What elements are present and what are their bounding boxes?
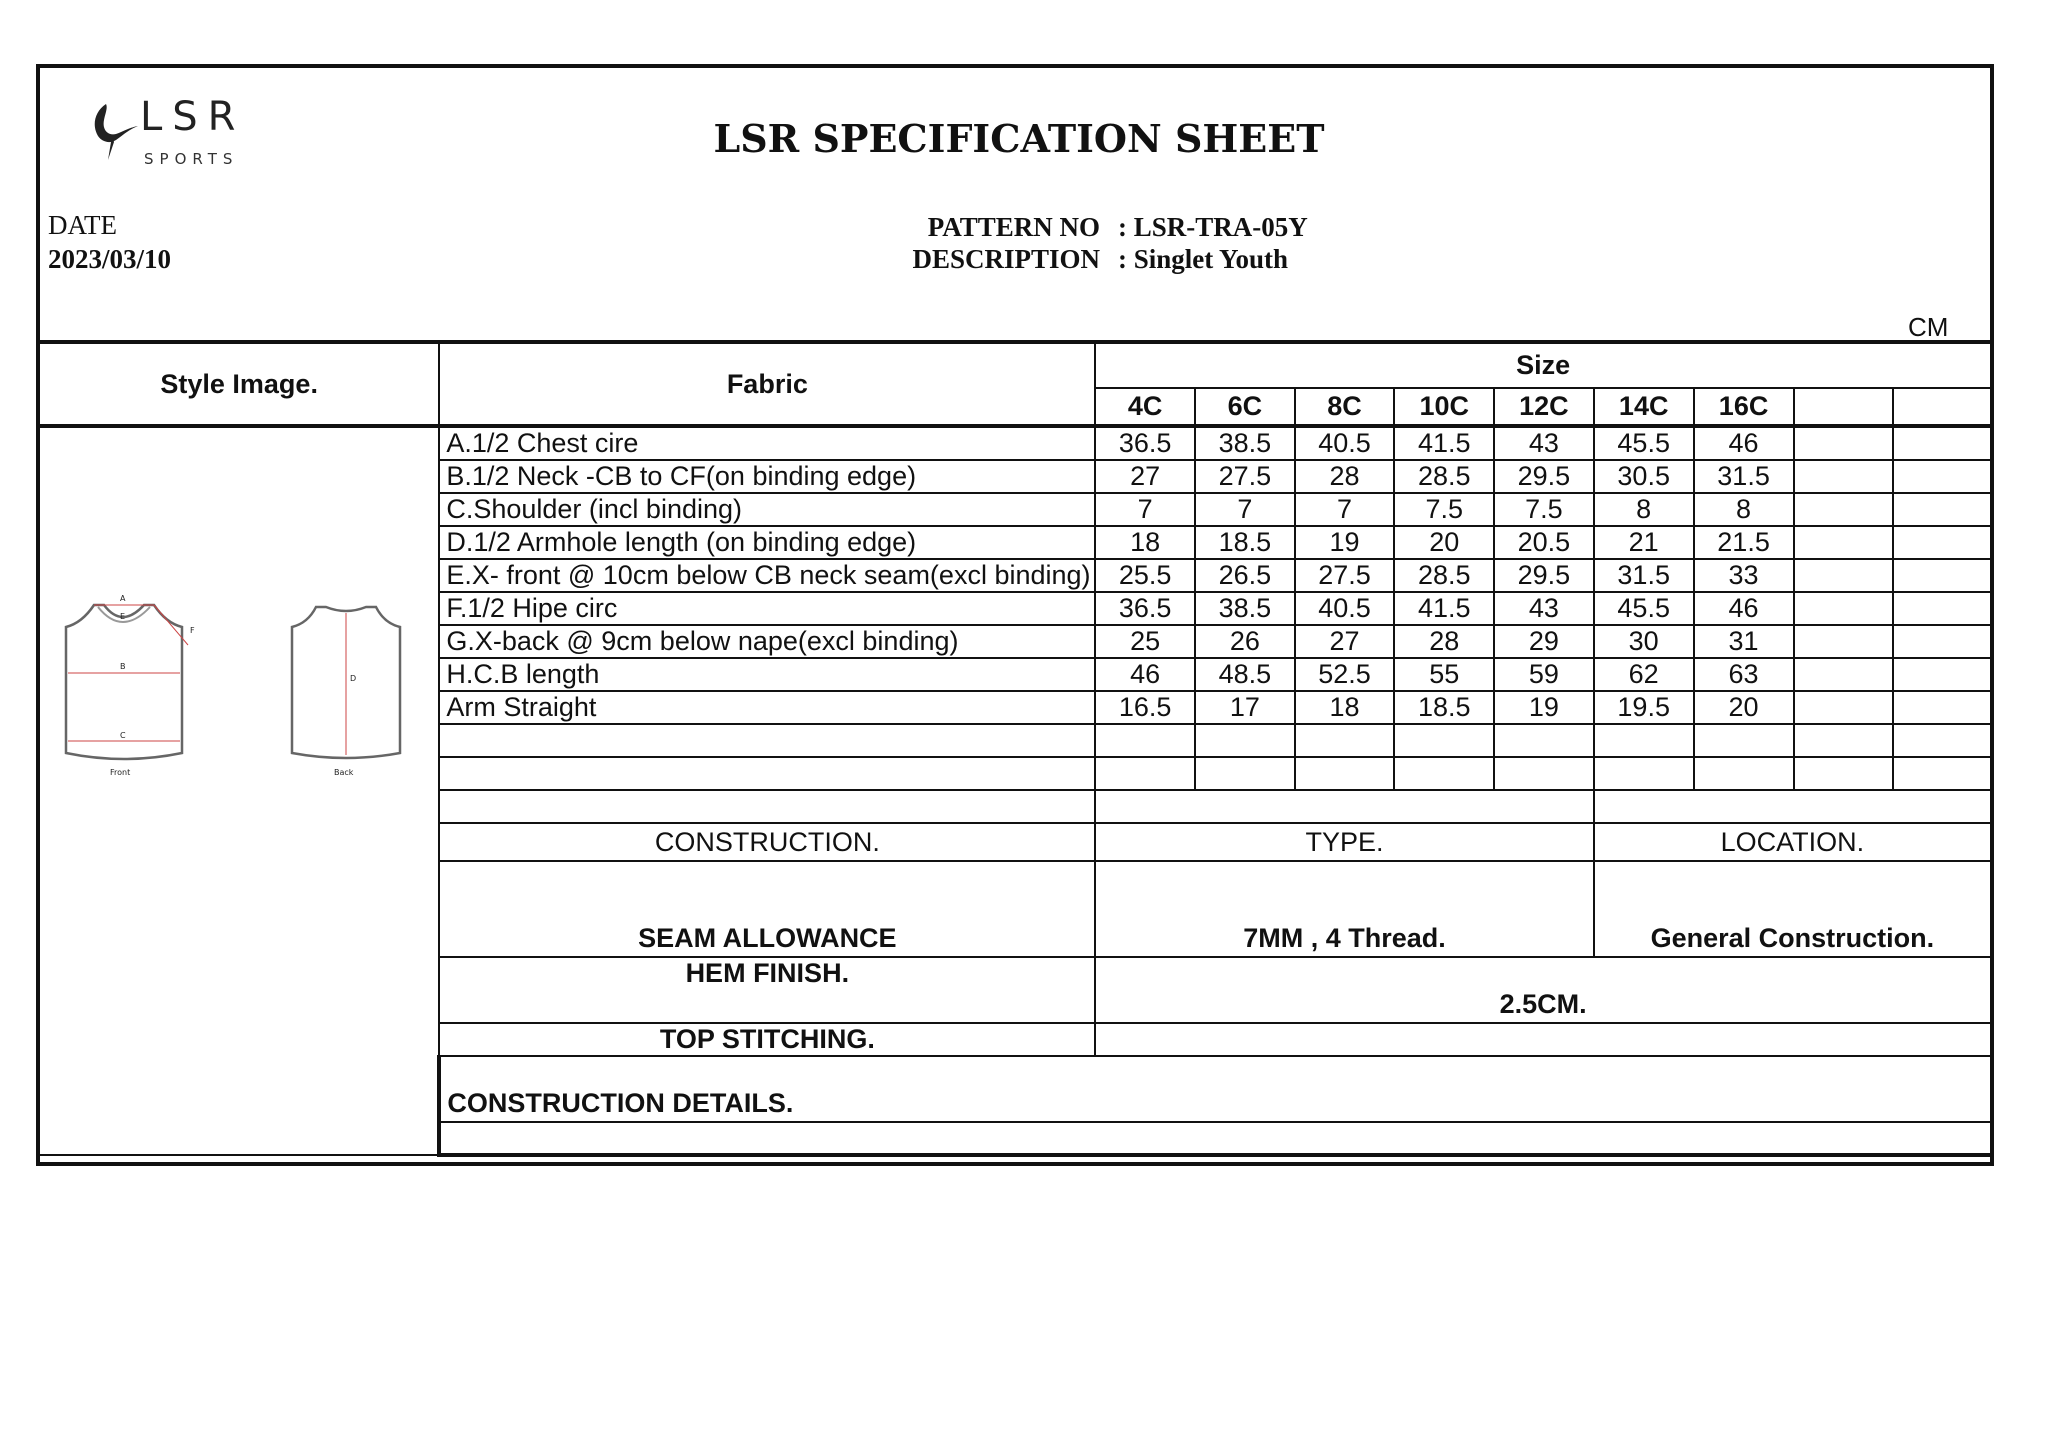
measurement-value: 21.5 (1694, 526, 1794, 559)
size-col-header: 4C (1095, 388, 1195, 426)
measurement-value: 31 (1694, 625, 1794, 658)
measurement-value: 38.5 (1195, 592, 1295, 625)
measurement-value: 45.5 (1594, 426, 1694, 460)
measurement-value: 18 (1095, 526, 1195, 559)
measurement-value (1794, 526, 1894, 559)
measurement-value: 28.5 (1394, 559, 1494, 592)
seam-allowance-label: SEAM ALLOWANCE (439, 861, 1095, 957)
measurement-value (1794, 559, 1894, 592)
measurement-value: 28 (1295, 460, 1395, 493)
size-col-header: 6C (1195, 388, 1295, 426)
description-label: DESCRIPTION (912, 244, 1100, 274)
measurement-value: 29.5 (1494, 460, 1594, 493)
measurement-value: 7 (1195, 493, 1295, 526)
front-label: Front (110, 768, 131, 777)
measurement-value: 17 (1195, 691, 1295, 724)
measurement-value: 40.5 (1295, 426, 1395, 460)
measurement-value (1893, 526, 1992, 559)
measurement-value: 27.5 (1195, 460, 1295, 493)
measurement-value: 21 (1594, 526, 1694, 559)
back-singlet-icon (292, 607, 400, 777)
page-title: LSR SPECIFICATION SHEET (713, 116, 1325, 161)
size-col-header (1893, 388, 1992, 426)
mark-c: C (120, 731, 126, 740)
measurement-value: 33 (1694, 559, 1794, 592)
construction-details-value (439, 1122, 1992, 1155)
measurement-value: 26 (1195, 625, 1295, 658)
style-image-header: Style Image. (38, 342, 439, 426)
measurement-value: 38.5 (1195, 426, 1295, 460)
type-header: TYPE. (1095, 823, 1593, 861)
measurement-value: 18.5 (1394, 691, 1494, 724)
measurement-label: A.1/2 Chest cire (439, 426, 1095, 460)
measurement-value: 8 (1594, 493, 1694, 526)
pattern-no-label: PATTERN NO (927, 212, 1100, 242)
measurement-value: 31.5 (1594, 559, 1694, 592)
date-value: 2023/03/10 (48, 244, 172, 274)
measurement-value: 55 (1394, 658, 1494, 691)
measurement-value (1893, 592, 1992, 625)
measurement-value: 43 (1494, 592, 1594, 625)
mark-b: B (120, 662, 126, 671)
measurement-value: 7.5 (1394, 493, 1494, 526)
measurement-value (1794, 493, 1894, 526)
measurement-value: 19 (1295, 526, 1395, 559)
measurement-value: 30 (1594, 625, 1694, 658)
measurement-value: 41.5 (1394, 426, 1494, 460)
top-stitching-value (1095, 1023, 1992, 1056)
measurement-value: 26.5 (1195, 559, 1295, 592)
measurement-value: 30.5 (1594, 460, 1694, 493)
measurement-value (1794, 426, 1894, 460)
measurement-value: 63 (1694, 658, 1794, 691)
location-header: LOCATION. (1594, 823, 1992, 861)
size-col-header: 12C (1494, 388, 1594, 426)
top-stitching-label: TOP STITCHING. (439, 1023, 1095, 1056)
measurement-label: H.C.B length (439, 658, 1095, 691)
measurement-value: 19.5 (1594, 691, 1694, 724)
measurement-value: 19 (1494, 691, 1594, 724)
measurement-value: 46 (1694, 426, 1794, 460)
measurement-value: 36.5 (1095, 426, 1195, 460)
measurement-value: 31.5 (1694, 460, 1794, 493)
measurement-value (1794, 691, 1894, 724)
garment-sketch (54, 593, 434, 793)
measurement-label: D.1/2 Armhole length (on binding edge) (439, 526, 1095, 559)
size-col-header: 8C (1295, 388, 1395, 426)
measurement-value (1893, 493, 1992, 526)
back-label: Back (334, 768, 354, 777)
measurement-value: 20 (1394, 526, 1494, 559)
logo-wordmark: LSR (140, 94, 246, 140)
measurement-value: 48.5 (1195, 658, 1295, 691)
description-value: : Singlet Youth (1118, 244, 1289, 274)
measurement-value (1893, 460, 1992, 493)
measurement-value: 7.5 (1494, 493, 1594, 526)
measurement-label: F.1/2 Hipe circ (439, 592, 1095, 625)
construction-details-label: CONSTRUCTION DETAILS. (439, 1056, 1992, 1122)
table-row (38, 426, 1992, 460)
measurement-value: 59 (1494, 658, 1594, 691)
measurement-value (1794, 658, 1894, 691)
construction-header: CONSTRUCTION. (439, 823, 1095, 861)
measurement-value: 46 (1095, 658, 1195, 691)
measurement-value: 18.5 (1195, 526, 1295, 559)
size-col-header: 16C (1694, 388, 1794, 426)
measurement-value: 43 (1494, 426, 1594, 460)
measurement-label: Arm Straight (439, 691, 1095, 724)
measurement-value (1794, 460, 1894, 493)
measurement-value: 36.5 (1095, 592, 1195, 625)
seam-allowance-location: General Construction. (1594, 861, 1992, 957)
measurement-value: 20.5 (1494, 526, 1594, 559)
seam-allowance-type: 7MM , 4 Thread. (1095, 861, 1593, 957)
measurement-value (1893, 625, 1992, 658)
measurement-value: 62 (1594, 658, 1694, 691)
size-header: Size (1095, 342, 1992, 388)
measurement-value: 18 (1295, 691, 1395, 724)
measurement-value: 40.5 (1295, 592, 1395, 625)
mark-d: D (350, 674, 357, 683)
measurement-value: 16.5 (1095, 691, 1195, 724)
size-col-header (1794, 388, 1894, 426)
size-col-header: 10C (1394, 388, 1494, 426)
spec-sheet (36, 64, 1994, 1166)
measurement-value (1893, 426, 1992, 460)
measurement-value (1794, 625, 1894, 658)
measurement-value: 25.5 (1095, 559, 1195, 592)
measurement-label: G.X-back @ 9cm below nape(excl binding) (439, 625, 1095, 658)
measurement-value: 46 (1694, 592, 1794, 625)
measurement-value: 28 (1394, 625, 1494, 658)
logo-subtitle: SPORTS (144, 150, 239, 168)
measurement-value: 7 (1295, 493, 1395, 526)
measurement-value: 7 (1095, 493, 1195, 526)
measurement-value: 41.5 (1394, 592, 1494, 625)
date-label: DATE (48, 210, 117, 240)
unit-label: CM (1908, 312, 1949, 342)
measurement-label: C.Shoulder (incl binding) (439, 493, 1095, 526)
measurement-value (1893, 658, 1992, 691)
measurement-value: 25 (1095, 625, 1195, 658)
measurement-value: 52.5 (1295, 658, 1395, 691)
measurement-value: 27 (1095, 460, 1195, 493)
mark-f: F (190, 626, 195, 635)
measurement-value: 28.5 (1394, 460, 1494, 493)
fabric-header: Fabric (439, 342, 1095, 426)
measurement-value: 8 (1694, 493, 1794, 526)
measurement-value: 29 (1494, 625, 1594, 658)
measurement-value: 29.5 (1494, 559, 1594, 592)
spec-table (36, 340, 1994, 1157)
measurement-value: 20 (1694, 691, 1794, 724)
measurement-value (1893, 691, 1992, 724)
size-col-header: 14C (1594, 388, 1694, 426)
measurement-value: 27.5 (1295, 559, 1395, 592)
measurement-value (1794, 592, 1894, 625)
hem-finish-value: 2.5CM. (1095, 957, 1992, 1023)
measurement-label: E.X- front @ 10cm below CB neck seam(excl binding) (439, 559, 1095, 592)
measurement-value: 27 (1295, 625, 1395, 658)
style-image-cell (38, 426, 439, 1155)
mark-a: A (120, 594, 126, 603)
measurement-value: 45.5 (1594, 592, 1694, 625)
measurement-label: B.1/2 Neck -CB to CF(on binding edge) (439, 460, 1095, 493)
hem-finish-label: HEM FINISH. (439, 957, 1095, 1023)
measurement-value (1893, 559, 1992, 592)
pattern-no-value: : LSR-TRA-05Y (1118, 212, 1308, 242)
front-singlet-icon (66, 594, 195, 777)
mark-e: E (120, 612, 126, 621)
